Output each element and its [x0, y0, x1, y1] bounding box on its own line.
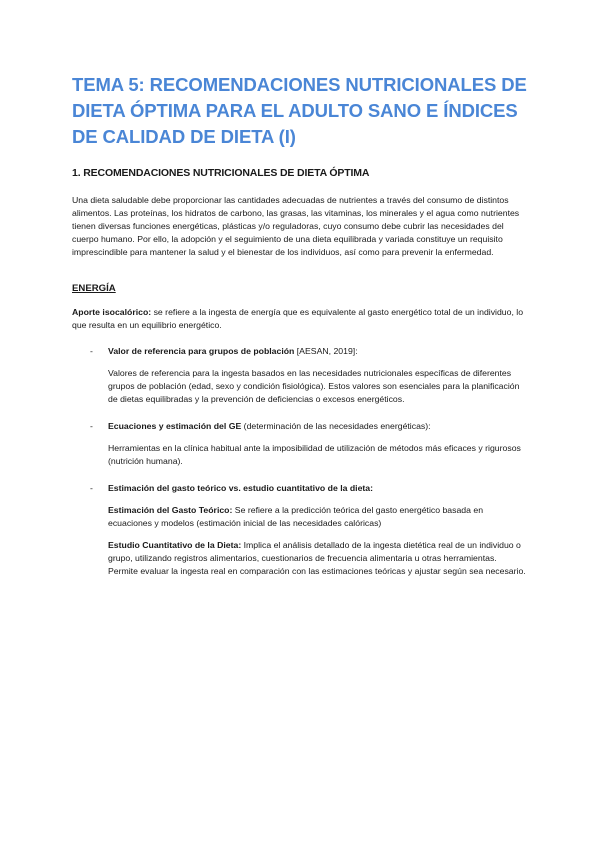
list-item-title-rest: (determinación de las necesidades energéticas): [241, 421, 431, 431]
sub-text: Implica el análisis detallado de la ingesta dietética real de un individuo o grupo, utilizando registros alimentarios, cuestionarios de frecuencia alimentaria u otras herramientas. Permite evaluar la ingesta real en comparación con las estimaciones teóricas y ajustar según sea necesario. [108, 540, 526, 576]
list-item-title [108, 420, 528, 433]
list-item-title-bold: Estimación del gasto teórico vs. estudio cuantitativo de la dieta: [108, 483, 374, 493]
list-item-title [108, 345, 528, 358]
sub-paragraph-quantitative [108, 539, 528, 578]
list-item-title-bold: Ecuaciones y estimación del GE [108, 421, 242, 431]
list-item-title-bold: Valor de referencia para grupos de población [108, 346, 295, 356]
document-page [72, 72, 528, 592]
list-item-title-rest: [AESAN, 2019]: [294, 346, 358, 356]
energy-heading: ENERGÍA [72, 283, 116, 294]
energy-list [72, 345, 528, 578]
list-item-body: Herramientas en la clínica habitual ante la imposibilidad de utilización de métodos más eficaces y rigurosos (nutrición humana). [108, 443, 521, 466]
sub-text: Se refiere a la predicción teórica del gasto energético basada en ecuaciones y modelos (estimación inicial de las necesidades calóricas) [108, 505, 484, 528]
list-item-title [108, 482, 528, 495]
list-item-reference-values [72, 345, 528, 406]
list-item-body: Valores de referencia para la ingesta basados en las necesidades nutricionales específicas de diferentes grupos de población (edad, sexo y condición fisiológica). Estos valores son esenciales para la planificación de dietas equilibradas y la prevención de deficiencias o excesos energéticos. [108, 368, 520, 404]
list-item-theoretical-vs-quantitative [72, 482, 528, 578]
isocaloric-text: se refiere a la ingesta de energía que es equivalente al gasto energético total de un individuo, lo que resulta en un equilibrio energético. [72, 307, 524, 330]
intro-paragraph: Una dieta saludable debe proporcionar las cantidades adecuadas de nutrientes a través del consumo de distintos alimentos. Las proteínas, los hidratos de carbono, las grasas, las vitaminas, los minerales y el agua como nutrientes tienen diversas funciones energéticas, plásticas y/o reguladoras, cuyo consumo debe cubrir las necesidades del cuerpo humano. Por ello, la adopción y el seguimiento de una dieta equilibrada y variada constituye un requisito imprescindible para mantener la salud y el bienestar de los individuos, así como para prevenir la enfermedad. [72, 195, 520, 257]
list-item-equations [72, 420, 528, 468]
page-title: TEMA 5: RECOMENDACIONES NUTRICIONALES DE DIETA ÓPTIMA PARA EL ADULTO SANO E ÍNDICES DE CALIDAD DE DIETA (I) [72, 74, 527, 147]
isocaloric-term: Aporte isocalórico: [72, 307, 152, 317]
isocaloric-definition [72, 306, 528, 332]
sub-term: Estudio Cuantitativo de la Dieta: [108, 540, 242, 550]
dash-bullet: - [90, 346, 93, 356]
section-heading: 1. RECOMENDACIONES NUTRICIONALES DE DIETA ÓPTIMA [72, 167, 370, 179]
sub-paragraph-theoretical [108, 504, 528, 530]
dash-bullet: - [90, 483, 93, 493]
sub-term: Estimación del Gasto Teórico: [108, 505, 233, 515]
dash-bullet: - [90, 421, 93, 431]
